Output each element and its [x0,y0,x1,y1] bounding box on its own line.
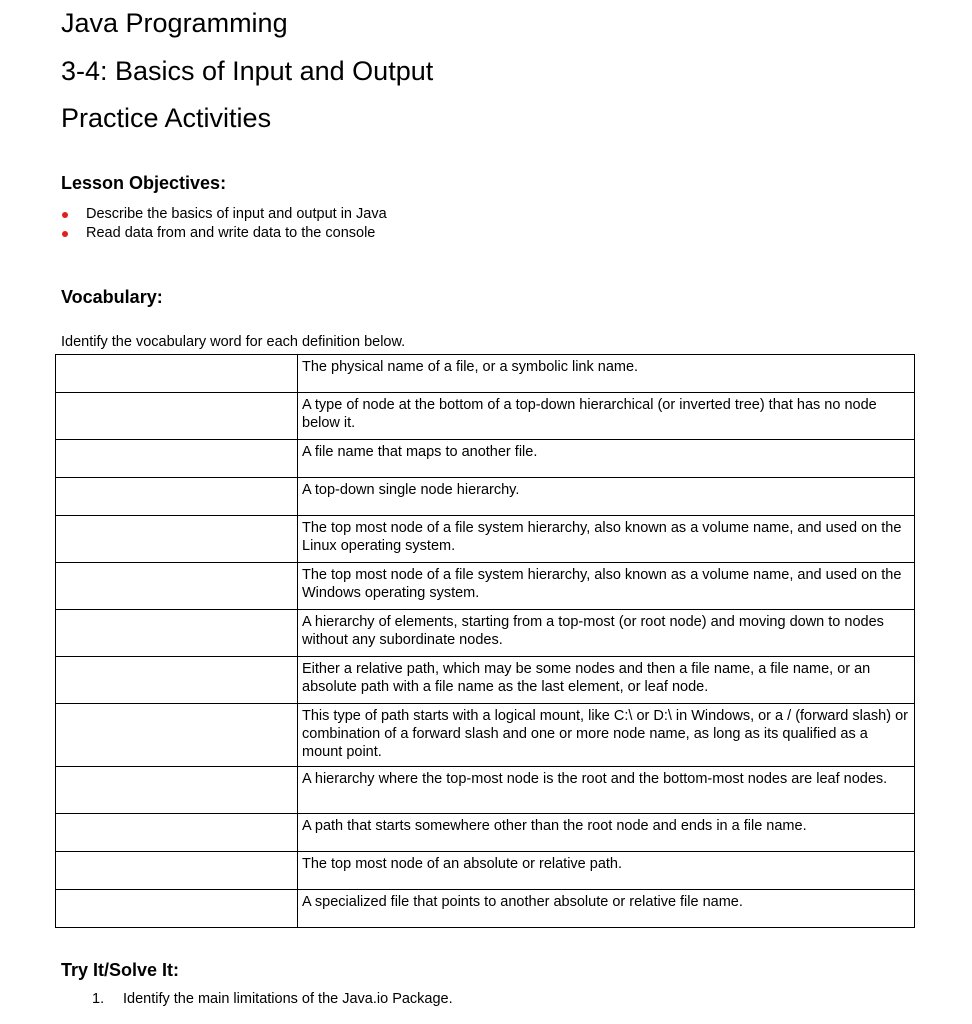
vocab-word-cell[interactable] [56,440,298,478]
vocab-definition-cell: The top most node of a file system hierarchy, also known as a volume name, and used on the Linux operating system. [298,516,915,563]
objective-text: Describe the basics of input and output in Java [86,206,387,222]
table-row [56,610,915,657]
vocabulary-heading: Vocabulary: [61,287,163,307]
section-title: Practice Activities [61,103,272,133]
table-row [56,516,915,563]
vocab-definition-cell: A top-down single node hierarchy. [298,478,915,516]
vocab-word-cell[interactable] [56,890,298,928]
objectives-list [61,205,387,243]
vocab-word-cell[interactable] [56,852,298,890]
bullet-icon [62,212,68,218]
bullet-icon [62,231,68,237]
vocab-word-cell[interactable] [56,610,298,657]
task-list [92,990,453,1009]
table-row [56,563,915,610]
lesson-title: 3-4: Basics of Input and Output [61,56,434,86]
table-row [56,704,915,767]
table-row [56,890,915,928]
table-row [56,393,915,440]
task-number: 1. [92,991,105,1007]
vocab-word-cell[interactable] [56,478,298,516]
vocab-word-cell[interactable] [56,563,298,610]
table-row [56,478,915,516]
table-row [56,355,915,393]
vocab-definition-cell: A hierarchy of elements, starting from a top-most (or root node) and moving down to nodes without any subordinate nodes. [298,610,915,657]
vocab-definition-cell: A hierarchy where the top-most node is the root and the bottom-most nodes are leaf nodes. [298,767,915,814]
vocab-definition-cell: The top most node of an absolute or relative path. [298,852,915,890]
vocab-word-cell[interactable] [56,355,298,393]
vocab-definition-cell: A type of node at the bottom of a top-down hierarchical (or inverted tree) that has no node below it. [298,393,915,440]
vocab-definition-cell: A file name that maps to another file. [298,440,915,478]
vocabulary-table [55,354,915,928]
task-item [92,990,453,1009]
course-title: Java Programming [61,8,288,38]
vocab-word-cell[interactable] [56,704,298,767]
task-text: Identify the main limitations of the Java.io Package. [123,991,453,1007]
table-row [56,440,915,478]
vocab-word-cell[interactable] [56,767,298,814]
vocab-definition-cell: The top most node of a file system hierarchy, also known as a volume name, and used on the Windows operating system. [298,563,915,610]
objectives-heading: Lesson Objectives: [61,173,227,193]
table-row [56,814,915,852]
vocab-definition-cell: Either a relative path, which may be some nodes and then a file name, a file name, or an absolute path with a file name as the last element, or leaf node. [298,657,915,704]
table-row [56,657,915,704]
vocab-definition-cell: A specialized file that points to another absolute or relative file name. [298,890,915,928]
vocab-definition-cell: This type of path starts with a logical mount, like C:\ or D:\ in Windows, or a / (forward slash) or combination of a forward slash and one or more node name, as long as its qualified as a mount point. [298,704,915,767]
vocab-definition-cell: A path that starts somewhere other than the root node and ends in a file name. [298,814,915,852]
vocabulary-instructions: Identify the vocabulary word for each definition below. [61,334,406,350]
objective-text: Read data from and write data to the console [86,225,376,241]
objective-item [61,224,387,243]
try-it-heading: Try It/Solve It: [61,960,180,980]
vocab-word-cell[interactable] [56,516,298,563]
table-row [56,852,915,890]
vocab-word-cell[interactable] [56,814,298,852]
objective-item [61,205,387,224]
vocab-word-cell[interactable] [56,393,298,440]
vocab-word-cell[interactable] [56,657,298,704]
table-row [56,767,915,814]
vocab-definition-cell: The physical name of a file, or a symbolic link name. [298,355,915,393]
